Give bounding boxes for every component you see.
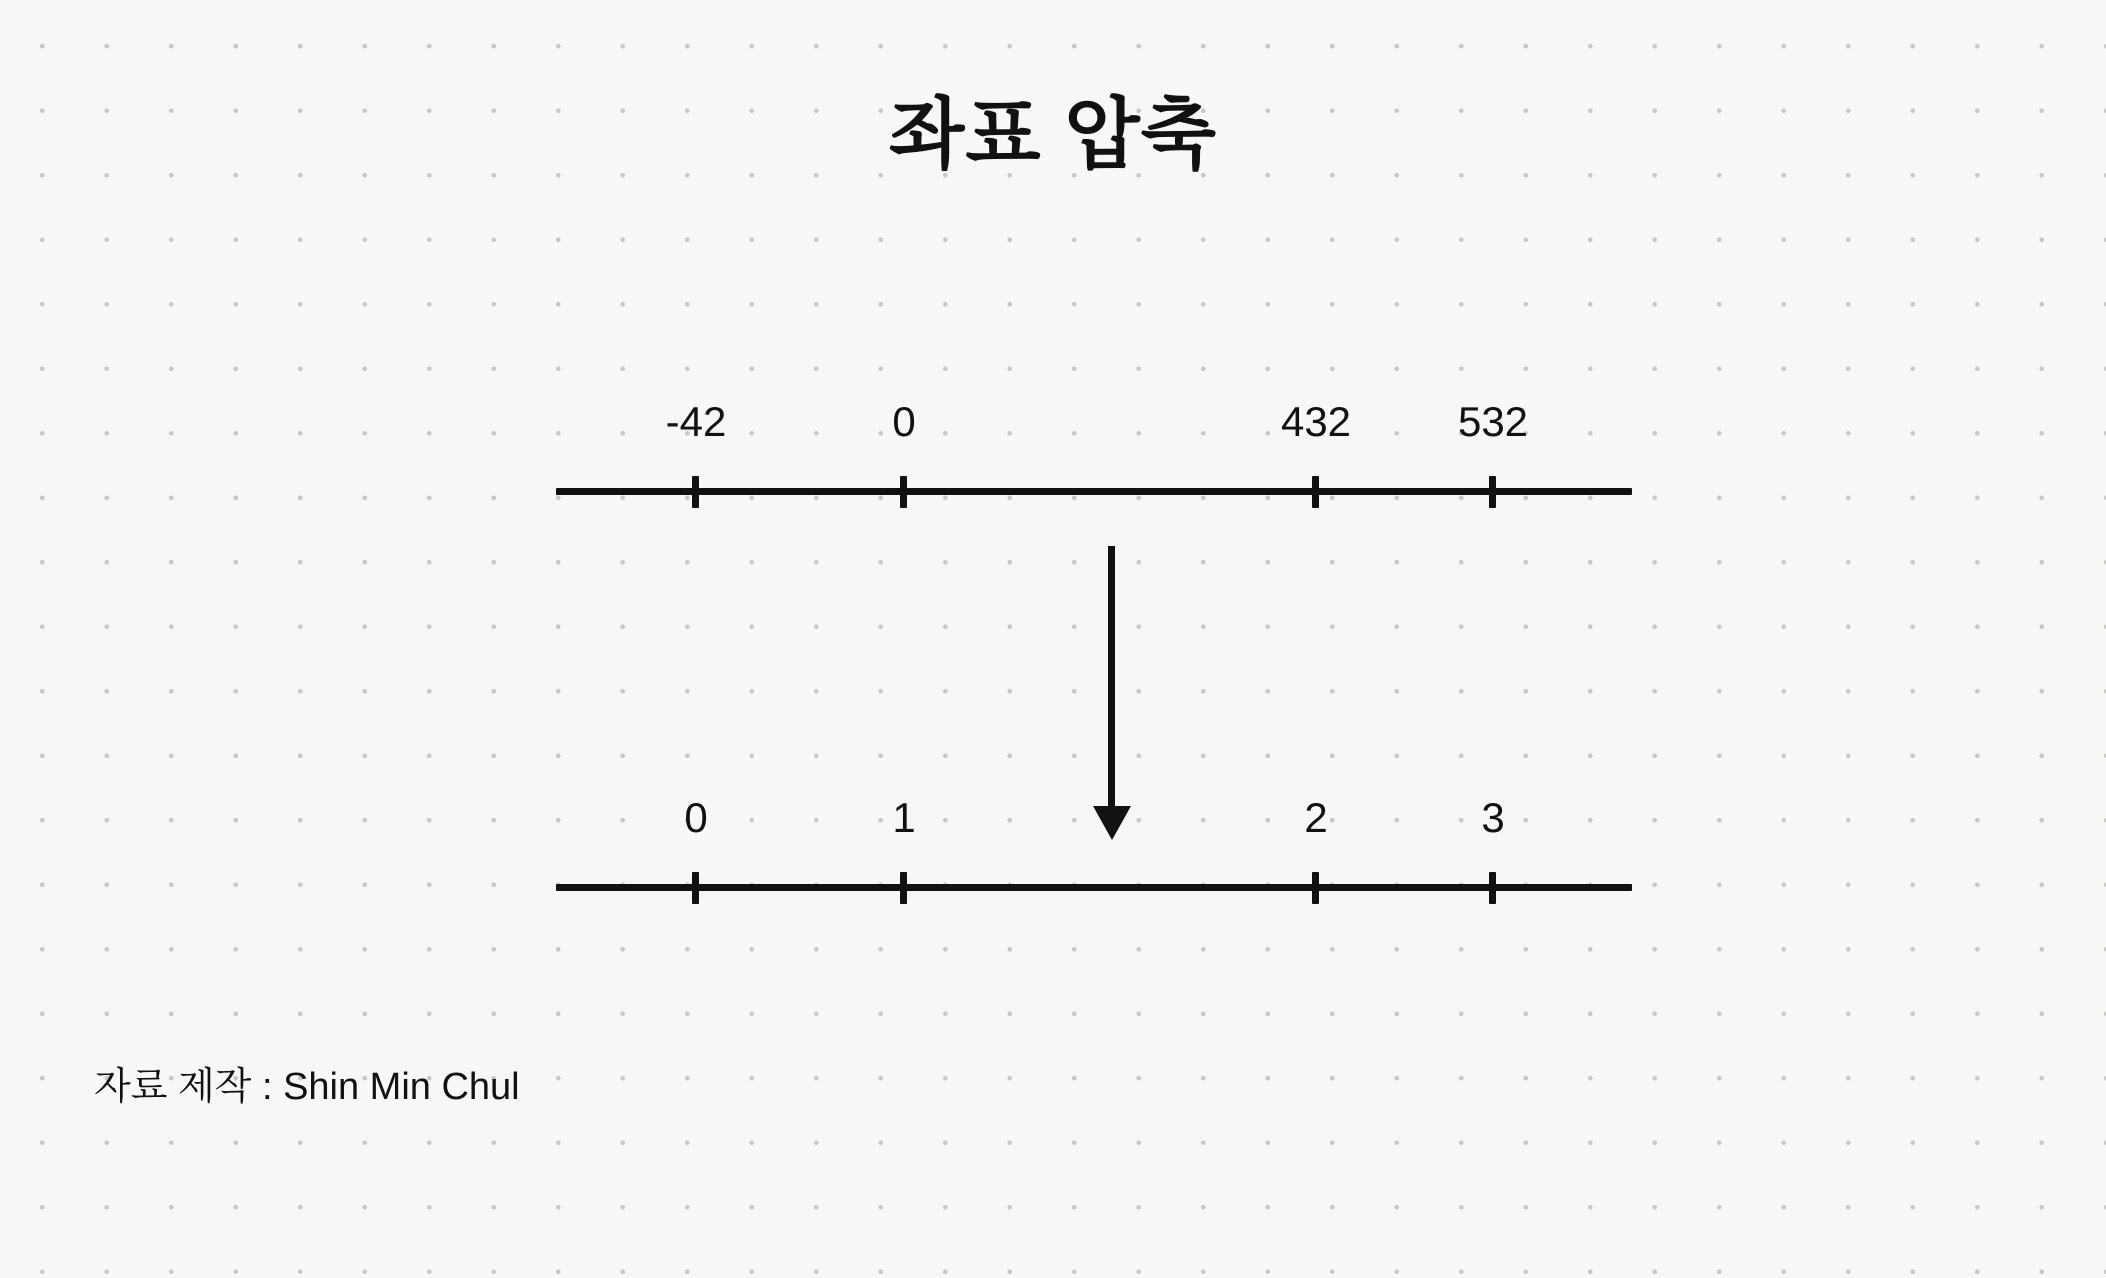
original-tick-label-3: 432 <box>1280 398 1352 445</box>
arrow-head <box>1093 806 1131 840</box>
compressed-tick-label-1: 0 <box>684 794 708 841</box>
compressed-tick-label-2: 1 <box>892 794 916 841</box>
compressed-tick-3 <box>1312 872 1319 904</box>
original-tick-label-2: 0 <box>892 398 916 445</box>
original-tick-label-4: 532 <box>1457 398 1529 445</box>
compressed-tick-2 <box>900 872 907 904</box>
original-tick-label-1: -42 <box>665 398 727 445</box>
arrow-shaft <box>1108 546 1115 830</box>
original-tick-4 <box>1489 476 1496 508</box>
compressed-tick-1 <box>692 872 699 904</box>
original-tick-1 <box>692 476 699 508</box>
original-axis-line <box>556 488 1632 495</box>
credit-text: 자료 제작 : Shin Min Chul <box>94 1066 520 1108</box>
compressed-tick-4 <box>1489 872 1496 904</box>
page-title: 좌표 압축 <box>888 90 1218 178</box>
compressed-tick-label-3: 2 <box>1304 794 1328 841</box>
original-tick-3 <box>1312 476 1319 508</box>
compressed-axis-line <box>556 884 1632 891</box>
compressed-tick-label-4: 3 <box>1481 794 1505 841</box>
original-tick-2 <box>900 476 907 508</box>
